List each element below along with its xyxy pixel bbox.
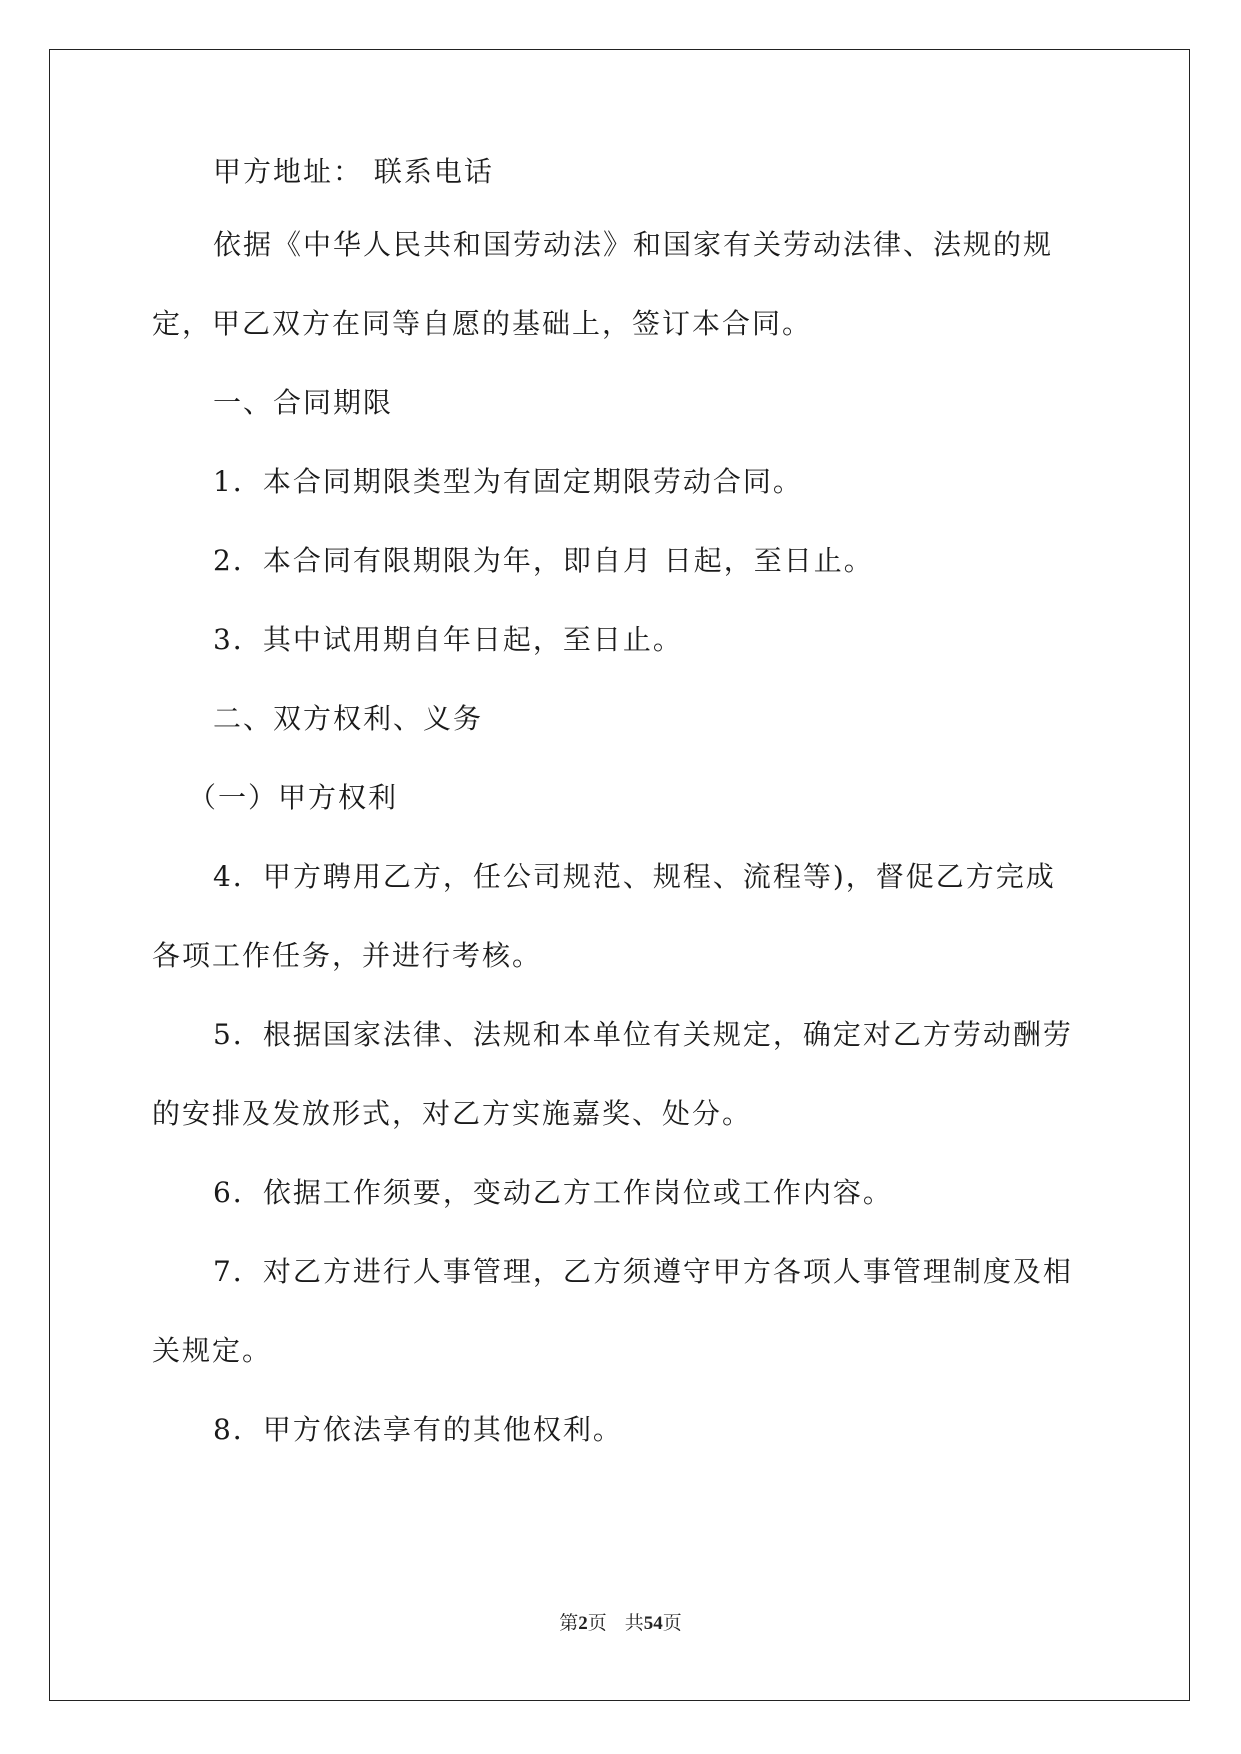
clause-2: [152, 521, 1092, 600]
text-line: 1．本合同期限类型为有固定期限劳动合同。: [213, 465, 803, 498]
clause-1: [152, 442, 1092, 521]
text-line: 依据《中华人民共和国劳动法》和国家有关劳动法律、法规的规: [213, 228, 1054, 261]
legal-basis-paragraph-cont: [152, 284, 1092, 363]
clause-5: [152, 995, 1092, 1074]
page-suffix: 页: [587, 1613, 607, 1634]
text-line: 二、双方权利、义务: [213, 702, 484, 735]
clause-7: [152, 1232, 1092, 1311]
text-line: 一、合同期限: [213, 386, 394, 419]
clause-4: [152, 837, 1092, 916]
text-line: 5．根据国家法律、法规和本单位有关规定，确定对乙方劳动酬劳: [213, 1018, 1073, 1051]
text-line: 关规定。: [152, 1334, 273, 1367]
page-prefix: 第: [559, 1613, 579, 1634]
clause-6: [152, 1153, 1092, 1232]
text-line: 的安排及发放形式，对乙方实施嘉奖、处分。: [152, 1097, 753, 1130]
text-line: 各项工作任务，并进行考核。: [152, 939, 543, 972]
section-heading-rights-obligations: [152, 679, 1092, 758]
clause-4-cont: [152, 916, 1092, 995]
total-suffix: 页: [662, 1613, 682, 1634]
subsection-heading-party-a-rights: [188, 758, 1128, 837]
party-a-address-line: [152, 132, 1092, 211]
clause-5-cont: [152, 1074, 1092, 1153]
text-line: 7．对乙方进行人事管理，乙方须遵守甲方各项人事管理制度及相: [213, 1255, 1073, 1288]
clause-7-cont: [152, 1311, 1092, 1390]
total-pages: 54: [643, 1613, 663, 1634]
clause-8: [152, 1390, 1092, 1469]
legal-basis-paragraph: [152, 205, 1092, 284]
total-prefix: 共: [624, 1613, 644, 1634]
text-line: 6．依据工作须要，变动乙方工作岗位或工作内容。: [213, 1176, 893, 1209]
clause-3: [152, 600, 1092, 679]
text-line: 甲方地址： 联系电话: [213, 155, 494, 188]
text-line: 8．甲方依法享有的其他权利。: [213, 1413, 623, 1446]
text-line: 4．甲方聘用乙方，任公司规范、规程、流程等)，督促乙方完成: [213, 860, 1056, 893]
section-heading-contract-term: [152, 363, 1092, 442]
text-line: 2．本合同有限期限为年，即自月 日起，至日止。: [213, 544, 874, 577]
page-footer: [0, 1608, 1241, 1635]
text-line: 定，甲乙双方在同等自愿的基础上，签订本合同。: [152, 307, 813, 340]
page-number: 2: [578, 1613, 588, 1634]
text-line: （一）甲方权利: [188, 781, 399, 814]
text-line: 3．其中试用期自年日起，至日止。: [213, 623, 683, 656]
